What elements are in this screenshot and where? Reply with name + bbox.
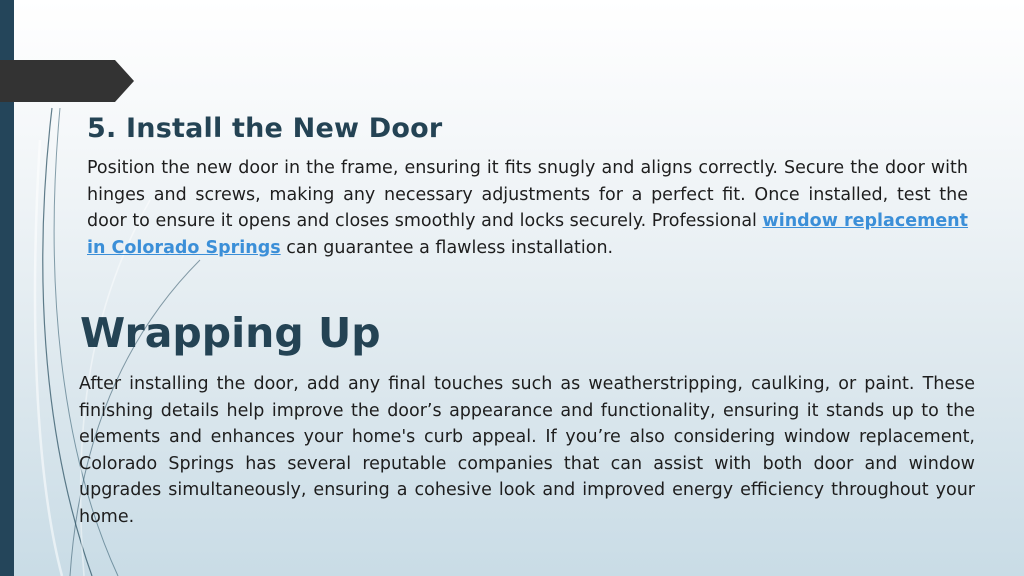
- window-replacement-link[interactable]: window replacement in Colorado Springs: [87, 211, 969, 258]
- section-title: 5. Install the New Door: [87, 113, 443, 144]
- section-text-after-link: can guarantee a flawless installation.: [280, 237, 614, 258]
- section-text-before-link: Position the new door in the frame, ensuring it fits snugly and aligns correctly. Secure the door with hinges and screws, making any necessary adjustments for a perfect fit. Once installed, test the door to ensure it opens and closes smoothly and locks securely. Professional: [87, 158, 968, 231]
- section-paragraph: [87, 155, 968, 261]
- slide-pointer-tab: [0, 60, 134, 102]
- wrapping-up-heading: Wrapping Up: [80, 309, 381, 357]
- wrapping-up-paragraph: After installing the door, add any final touches such as weatherstripping, caulking, or paint. These finishing details help improve the door’s appearance and functionality, ensuring it stands up to the elements and enhances your home's curb appeal. If you’re also considering window replacement, Colorado Springs has several reputable companies that can assist with both door and window upgrades simultaneously, ensuring a cohesive look and improved energy efficiency throughout your home.: [79, 374, 975, 527]
